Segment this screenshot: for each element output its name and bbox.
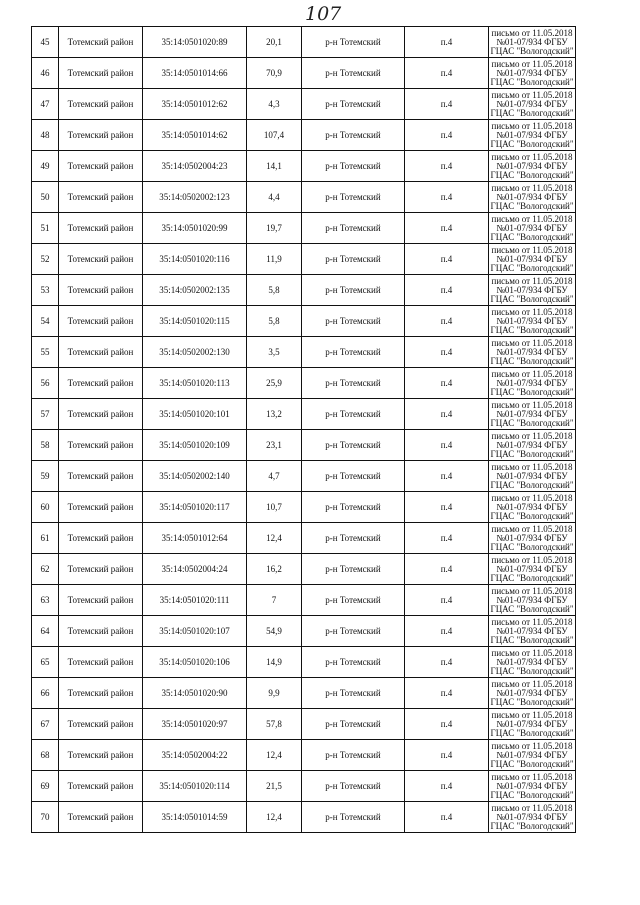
- cadastral-number-cell: 35:14:0501020:109: [143, 430, 247, 461]
- row-number-cell: 57: [32, 399, 59, 430]
- row-number-cell: 51: [32, 213, 59, 244]
- area-cell: 12,4: [247, 740, 302, 771]
- table-row: [32, 647, 576, 678]
- basis-line: письмо от 11.05.2018: [491, 554, 573, 565]
- cadastral-number-cell: 35:14:0501020:114: [143, 771, 247, 802]
- clause-cell: п.4: [405, 368, 489, 399]
- row-number-cell: 45: [32, 27, 59, 58]
- basis-line: №01-07/934 ФГБУ: [496, 501, 568, 512]
- table-row: [32, 244, 576, 275]
- clause-cell: п.4: [405, 523, 489, 554]
- table-row: [32, 368, 576, 399]
- district-cell: Тотемский район: [59, 585, 143, 616]
- row-number-cell: 60: [32, 492, 59, 523]
- clause-cell: п.4: [405, 616, 489, 647]
- row-number-cell: 69: [32, 771, 59, 802]
- area-cell: 12,4: [247, 523, 302, 554]
- table-row: [32, 461, 576, 492]
- district-cell: Тотемский район: [59, 27, 143, 58]
- district-cell: Тотемский район: [59, 58, 143, 89]
- basis-line: письмо от 11.05.2018: [491, 306, 573, 317]
- row-number-cell: 55: [32, 337, 59, 368]
- clause-cell: п.4: [405, 554, 489, 585]
- basis-line: письмо от 11.05.2018: [491, 337, 573, 348]
- cadastral-number-cell: 35:14:0501020:90: [143, 678, 247, 709]
- basis-line: №01-07/934 ФГБУ: [496, 718, 568, 729]
- row-number-cell: 58: [32, 430, 59, 461]
- basis-line: письмо от 11.05.2018: [491, 740, 573, 751]
- cadastral-number-cell: 35:14:0501020:99: [143, 213, 247, 244]
- location-cell: р-н Тотемский: [302, 430, 405, 461]
- location-cell: р-н Тотемский: [302, 151, 405, 182]
- row-number-cell: 47: [32, 89, 59, 120]
- district-cell: Тотемский район: [59, 213, 143, 244]
- clause-cell: п.4: [405, 740, 489, 771]
- clause-cell: п.4: [405, 430, 489, 461]
- area-cell: 21,5: [247, 771, 302, 802]
- basis-line: ГЦАС "Вологодский": [490, 603, 574, 614]
- page-number: 107: [305, 3, 342, 25]
- table-body: [32, 27, 576, 833]
- basis-line: №01-07/934 ФГБУ: [496, 36, 568, 47]
- cadastral-number-cell: 35:14:0502002:123: [143, 182, 247, 213]
- location-cell: р-н Тотемский: [302, 27, 405, 58]
- basis-line: ГЦАС "Вологодский": [490, 758, 574, 769]
- basis-line: ГЦАС "Вологодский": [490, 541, 574, 552]
- basis-document-cell: [489, 89, 576, 120]
- basis-document-cell: [489, 585, 576, 616]
- area-cell: 10,7: [247, 492, 302, 523]
- basis-line: письмо от 11.05.2018: [491, 523, 573, 534]
- basis-document-cell: [489, 802, 576, 833]
- location-cell: р-н Тотемский: [302, 523, 405, 554]
- district-cell: Тотемский район: [59, 709, 143, 740]
- row-number-cell: 54: [32, 306, 59, 337]
- clause-cell: п.4: [405, 709, 489, 740]
- basis-line: ГЦАС "Вологодский": [490, 355, 574, 366]
- area-cell: 14,1: [247, 151, 302, 182]
- basis-line: №01-07/934 ФГБУ: [496, 67, 568, 78]
- basis-line: ГЦАС "Вологодский": [490, 293, 574, 304]
- basis-document-cell: [489, 244, 576, 275]
- table-row: [32, 89, 576, 120]
- basis-document-cell: [489, 709, 576, 740]
- basis-line: ГЦАС "Вологодский": [490, 200, 574, 211]
- table-row: [32, 58, 576, 89]
- basis-document-cell: [489, 306, 576, 337]
- location-cell: р-н Тотемский: [302, 554, 405, 585]
- row-number-cell: 68: [32, 740, 59, 771]
- clause-cell: п.4: [405, 151, 489, 182]
- cadastral-number-cell: 35:14:0501020:113: [143, 368, 247, 399]
- cadastral-number-cell: 35:14:0502002:140: [143, 461, 247, 492]
- basis-line: письмо от 11.05.2018: [491, 492, 573, 503]
- row-number-cell: 61: [32, 523, 59, 554]
- basis-line: №01-07/934 ФГБУ: [496, 749, 568, 760]
- basis-line: ГЦАС "Вологодский": [490, 262, 574, 273]
- basis-line: №01-07/934 ФГБУ: [496, 160, 568, 171]
- clause-cell: п.4: [405, 120, 489, 151]
- basis-line: №01-07/934 ФГБУ: [496, 222, 568, 233]
- location-cell: р-н Тотемский: [302, 709, 405, 740]
- clause-cell: п.4: [405, 585, 489, 616]
- basis-line: письмо от 11.05.2018: [491, 771, 573, 782]
- basis-line: ГЦАС "Вологодский": [490, 727, 574, 738]
- table-row: [32, 213, 576, 244]
- basis-line: ГЦАС "Вологодский": [490, 634, 574, 645]
- location-cell: р-н Тотемский: [302, 58, 405, 89]
- location-cell: р-н Тотемский: [302, 244, 405, 275]
- district-cell: Тотемский район: [59, 523, 143, 554]
- location-cell: р-н Тотемский: [302, 771, 405, 802]
- basis-document-cell: [489, 120, 576, 151]
- district-cell: Тотемский район: [59, 399, 143, 430]
- area-cell: 5,8: [247, 306, 302, 337]
- area-cell: 3,5: [247, 337, 302, 368]
- cadastral-number-cell: 35:14:0502004:24: [143, 554, 247, 585]
- table-row: [32, 337, 576, 368]
- basis-line: письмо от 11.05.2018: [491, 430, 573, 441]
- row-number-cell: 64: [32, 616, 59, 647]
- clause-cell: п.4: [405, 306, 489, 337]
- area-cell: 20,1: [247, 27, 302, 58]
- basis-line: письмо от 11.05.2018: [491, 58, 573, 69]
- clause-cell: п.4: [405, 89, 489, 120]
- basis-document-cell: [489, 430, 576, 461]
- location-cell: р-н Тотемский: [302, 182, 405, 213]
- area-cell: 16,2: [247, 554, 302, 585]
- basis-line: письмо от 11.05.2018: [491, 399, 573, 410]
- basis-line: письмо от 11.05.2018: [491, 461, 573, 472]
- basis-line: письмо от 11.05.2018: [491, 89, 573, 100]
- district-cell: Тотемский район: [59, 647, 143, 678]
- basis-line: №01-07/934 ФГБУ: [496, 129, 568, 140]
- table-row: [32, 616, 576, 647]
- area-cell: 7: [247, 585, 302, 616]
- basis-document-cell: [489, 554, 576, 585]
- row-number-cell: 56: [32, 368, 59, 399]
- basis-document-cell: [489, 58, 576, 89]
- area-cell: 14,9: [247, 647, 302, 678]
- basis-line: №01-07/934 ФГБУ: [496, 346, 568, 357]
- area-cell: 4,7: [247, 461, 302, 492]
- basis-line: ГЦАС "Вологодский": [490, 324, 574, 335]
- clause-cell: п.4: [405, 213, 489, 244]
- basis-document-cell: [489, 523, 576, 554]
- basis-line: письмо от 11.05.2018: [491, 709, 573, 720]
- basis-line: письмо от 11.05.2018: [491, 802, 573, 813]
- district-cell: Тотемский район: [59, 740, 143, 771]
- clause-cell: п.4: [405, 58, 489, 89]
- row-number-cell: 52: [32, 244, 59, 275]
- district-cell: Тотемский район: [59, 368, 143, 399]
- location-cell: р-н Тотемский: [302, 306, 405, 337]
- basis-line: №01-07/934 ФГБУ: [496, 687, 568, 698]
- cadastral-number-cell: 35:14:0502002:130: [143, 337, 247, 368]
- basis-line: письмо от 11.05.2018: [491, 151, 573, 162]
- clause-cell: п.4: [405, 771, 489, 802]
- cadastral-number-cell: 35:14:0502002:135: [143, 275, 247, 306]
- basis-line: №01-07/934 ФГБУ: [496, 377, 568, 388]
- district-cell: Тотемский район: [59, 430, 143, 461]
- location-cell: р-н Тотемский: [302, 399, 405, 430]
- table-row: [32, 802, 576, 833]
- row-number-cell: 67: [32, 709, 59, 740]
- basis-line: письмо от 11.05.2018: [491, 275, 573, 286]
- location-cell: р-н Тотемский: [302, 368, 405, 399]
- cadastral-number-cell: 35:14:0501020:111: [143, 585, 247, 616]
- district-cell: Тотемский район: [59, 492, 143, 523]
- clause-cell: п.4: [405, 802, 489, 833]
- district-cell: Тотемский район: [59, 616, 143, 647]
- clause-cell: п.4: [405, 461, 489, 492]
- basis-document-cell: [489, 27, 576, 58]
- basis-document-cell: [489, 647, 576, 678]
- clause-cell: п.4: [405, 275, 489, 306]
- basis-line: письмо от 11.05.2018: [491, 27, 573, 38]
- cadastral-number-cell: 35:14:0501020:107: [143, 616, 247, 647]
- basis-document-cell: [489, 492, 576, 523]
- table-row: [32, 430, 576, 461]
- basis-line: №01-07/934 ФГБУ: [496, 98, 568, 109]
- row-number-cell: 62: [32, 554, 59, 585]
- table-row: [32, 275, 576, 306]
- cadastral-number-cell: 35:14:0502004:22: [143, 740, 247, 771]
- basis-line: ГЦАС "Вологодский": [490, 386, 574, 397]
- basis-document-cell: [489, 275, 576, 306]
- district-cell: Тотемский район: [59, 306, 143, 337]
- table-row: [32, 492, 576, 523]
- basis-document-cell: [489, 337, 576, 368]
- basis-line: ГЦАС "Вологодский": [490, 45, 574, 56]
- table-row: [32, 27, 576, 58]
- area-cell: 4,3: [247, 89, 302, 120]
- table-row: [32, 182, 576, 213]
- table-row: [32, 709, 576, 740]
- location-cell: р-н Тотемский: [302, 337, 405, 368]
- area-cell: 12,4: [247, 802, 302, 833]
- basis-document-cell: [489, 678, 576, 709]
- basis-line: письмо от 11.05.2018: [491, 368, 573, 379]
- location-cell: р-н Тотемский: [302, 492, 405, 523]
- cadastral-number-cell: 35:14:0501020:117: [143, 492, 247, 523]
- row-number-cell: 65: [32, 647, 59, 678]
- basis-line: ГЦАС "Вологодский": [490, 169, 574, 180]
- basis-line: №01-07/934 ФГБУ: [496, 253, 568, 264]
- cadastral-number-cell: 35:14:0502004:23: [143, 151, 247, 182]
- district-cell: Тотемский район: [59, 244, 143, 275]
- location-cell: р-н Тотемский: [302, 802, 405, 833]
- land-registry-table: [31, 26, 576, 833]
- district-cell: Тотемский район: [59, 554, 143, 585]
- cadastral-number-cell: 35:14:0501012:64: [143, 523, 247, 554]
- basis-line: ГЦАС "Вологодский": [490, 138, 574, 149]
- cadastral-number-cell: 35:14:0501020:89: [143, 27, 247, 58]
- basis-line: №01-07/934 ФГБУ: [496, 315, 568, 326]
- basis-line: №01-07/934 ФГБУ: [496, 780, 568, 791]
- basis-document-cell: [489, 151, 576, 182]
- table-row: [32, 585, 576, 616]
- basis-line: письмо от 11.05.2018: [491, 182, 573, 193]
- area-cell: 9,9: [247, 678, 302, 709]
- district-cell: Тотемский район: [59, 182, 143, 213]
- row-number-cell: 70: [32, 802, 59, 833]
- area-cell: 57,8: [247, 709, 302, 740]
- basis-line: ГЦАС "Вологодский": [490, 665, 574, 676]
- basis-line: ГЦАС "Вологодский": [490, 510, 574, 521]
- basis-line: ГЦАС "Вологодский": [490, 76, 574, 87]
- cadastral-number-cell: 35:14:0501020:115: [143, 306, 247, 337]
- row-number-cell: 53: [32, 275, 59, 306]
- area-cell: 25,9: [247, 368, 302, 399]
- cadastral-number-cell: 35:14:0501014:66: [143, 58, 247, 89]
- cadastral-number-cell: 35:14:0501020:101: [143, 399, 247, 430]
- basis-line: письмо от 11.05.2018: [491, 213, 573, 224]
- basis-line: ГЦАС "Вологодский": [490, 231, 574, 242]
- table-row: [32, 306, 576, 337]
- basis-line: ГЦАС "Вологодский": [490, 479, 574, 490]
- area-cell: 23,1: [247, 430, 302, 461]
- basis-document-cell: [489, 771, 576, 802]
- district-cell: Тотемский район: [59, 151, 143, 182]
- area-cell: 13,2: [247, 399, 302, 430]
- table-row: [32, 399, 576, 430]
- location-cell: р-н Тотемский: [302, 616, 405, 647]
- row-number-cell: 59: [32, 461, 59, 492]
- table-row: [32, 554, 576, 585]
- basis-line: ГЦАС "Вологодский": [490, 789, 574, 800]
- basis-document-cell: [489, 740, 576, 771]
- basis-line: №01-07/934 ФГБУ: [496, 656, 568, 667]
- table-row: [32, 771, 576, 802]
- cadastral-number-cell: 35:14:0501014:59: [143, 802, 247, 833]
- basis-line: ГЦАС "Вологодский": [490, 448, 574, 459]
- basis-line: письмо от 11.05.2018: [491, 244, 573, 255]
- basis-line: №01-07/934 ФГБУ: [496, 470, 568, 481]
- basis-line: №01-07/934 ФГБУ: [496, 811, 568, 822]
- table-row: [32, 740, 576, 771]
- district-cell: Тотемский район: [59, 678, 143, 709]
- basis-document-cell: [489, 368, 576, 399]
- basis-line: №01-07/934 ФГБУ: [496, 532, 568, 543]
- basis-line: №01-07/934 ФГБУ: [496, 191, 568, 202]
- table-row: [32, 151, 576, 182]
- clause-cell: п.4: [405, 337, 489, 368]
- location-cell: р-н Тотемский: [302, 213, 405, 244]
- basis-line: письмо от 11.05.2018: [491, 585, 573, 596]
- area-cell: 70,9: [247, 58, 302, 89]
- basis-line: ГЦАС "Вологодский": [490, 696, 574, 707]
- cadastral-number-cell: 35:14:0501020:116: [143, 244, 247, 275]
- basis-document-cell: [489, 461, 576, 492]
- area-cell: 107,4: [247, 120, 302, 151]
- basis-line: письмо от 11.05.2018: [491, 647, 573, 658]
- basis-line: ГЦАС "Вологодский": [490, 417, 574, 428]
- basis-line: ГЦАС "Вологодский": [490, 572, 574, 583]
- basis-line: №01-07/934 ФГБУ: [496, 563, 568, 574]
- district-cell: Тотемский район: [59, 771, 143, 802]
- clause-cell: п.4: [405, 492, 489, 523]
- clause-cell: п.4: [405, 399, 489, 430]
- location-cell: р-н Тотемский: [302, 275, 405, 306]
- location-cell: р-н Тотемский: [302, 585, 405, 616]
- basis-line: письмо от 11.05.2018: [491, 120, 573, 131]
- district-cell: Тотемский район: [59, 275, 143, 306]
- location-cell: р-н Тотемский: [302, 647, 405, 678]
- area-cell: 54,9: [247, 616, 302, 647]
- row-number-cell: 63: [32, 585, 59, 616]
- table-row: [32, 523, 576, 554]
- basis-line: №01-07/934 ФГБУ: [496, 594, 568, 605]
- area-cell: 5,8: [247, 275, 302, 306]
- cadastral-number-cell: 35:14:0501020:97: [143, 709, 247, 740]
- clause-cell: п.4: [405, 182, 489, 213]
- district-cell: Тотемский район: [59, 120, 143, 151]
- area-cell: 4,4: [247, 182, 302, 213]
- basis-document-cell: [489, 182, 576, 213]
- area-cell: 19,7: [247, 213, 302, 244]
- location-cell: р-н Тотемский: [302, 89, 405, 120]
- row-number-cell: 49: [32, 151, 59, 182]
- basis-line: письмо от 11.05.2018: [491, 616, 573, 627]
- basis-line: №01-07/934 ФГБУ: [496, 408, 568, 419]
- row-number-cell: 66: [32, 678, 59, 709]
- location-cell: р-н Тотемский: [302, 461, 405, 492]
- table-row: [32, 120, 576, 151]
- basis-document-cell: [489, 213, 576, 244]
- cadastral-number-cell: 35:14:0501012:62: [143, 89, 247, 120]
- basis-line: ГЦАС "Вологодский": [490, 107, 574, 118]
- row-number-cell: 48: [32, 120, 59, 151]
- district-cell: Тотемский район: [59, 802, 143, 833]
- location-cell: р-н Тотемский: [302, 120, 405, 151]
- location-cell: р-н Тотемский: [302, 678, 405, 709]
- district-cell: Тотемский район: [59, 461, 143, 492]
- table-row: [32, 678, 576, 709]
- basis-document-cell: [489, 616, 576, 647]
- basis-document-cell: [489, 399, 576, 430]
- clause-cell: п.4: [405, 27, 489, 58]
- cadastral-number-cell: 35:14:0501020:106: [143, 647, 247, 678]
- location-cell: р-н Тотемский: [302, 740, 405, 771]
- district-cell: Тотемский район: [59, 89, 143, 120]
- row-number-cell: 50: [32, 182, 59, 213]
- basis-line: ГЦАС "Вологодский": [490, 820, 574, 831]
- area-cell: 11,9: [247, 244, 302, 275]
- clause-cell: п.4: [405, 244, 489, 275]
- district-cell: Тотемский район: [59, 337, 143, 368]
- basis-line: №01-07/934 ФГБУ: [496, 625, 568, 636]
- cadastral-number-cell: 35:14:0501014:62: [143, 120, 247, 151]
- row-number-cell: 46: [32, 58, 59, 89]
- basis-line: письмо от 11.05.2018: [491, 678, 573, 689]
- clause-cell: п.4: [405, 647, 489, 678]
- clause-cell: п.4: [405, 678, 489, 709]
- basis-line: №01-07/934 ФГБУ: [496, 284, 568, 295]
- basis-line: №01-07/934 ФГБУ: [496, 439, 568, 450]
